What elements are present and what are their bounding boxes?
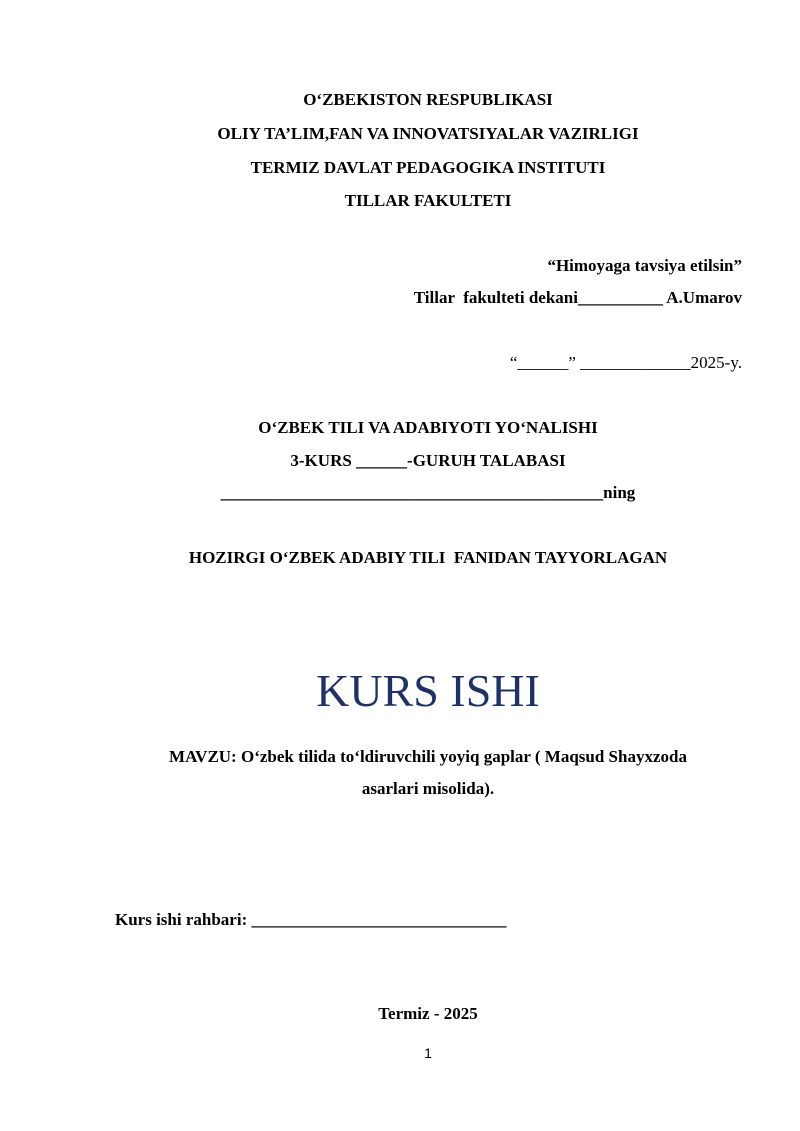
subject-line: HOZIRGI O‘ZBEK ADABIY TILI FANIDAN TAYYORLAGAN xyxy=(188,548,668,567)
topic-line-1: MAVZU: O‘zbek tilida to‘ldiruvchili yoyiq gaplar ( Maqsud Shayxzoda xyxy=(169,747,687,766)
approval-date-line: “______” _____________2025-y. xyxy=(509,353,742,372)
dean-signature-line: Tillar fakulteti dekani__________ A.Umarov xyxy=(413,288,742,307)
study-direction: O‘ZBEK TILI VA ADABIYOTI YO‘NALISHI xyxy=(258,418,598,437)
topic-line-2: asarlari misolida). xyxy=(361,779,495,798)
student-name-line: _____________________________________________ning xyxy=(220,483,636,502)
ministry-name: OLIY TA’LIM,FAN VA INNOVATSIYALAR VAZIRLIGI xyxy=(217,124,639,143)
ministry-country: O‘ZBEKISTON RESPUBLIKASI xyxy=(303,90,553,109)
page-number: 1 xyxy=(424,1045,432,1061)
supervisor-line: Kurs ishi rahbari: ______________________________ xyxy=(115,910,507,929)
course-group-line: 3-KURS ______-GURUH TALABASI xyxy=(290,451,566,470)
faculty-name: TILLAR FAKULTETI xyxy=(344,191,512,210)
document-title: KURS ISHI xyxy=(316,665,540,716)
place-year: Termiz - 2025 xyxy=(378,1004,478,1023)
institute-name: TERMIZ DAVLAT PEDAGOGIKA INSTITUTI xyxy=(250,158,606,177)
defense-recommendation: “Himoyaga tavsiya etilsin” xyxy=(547,256,742,275)
